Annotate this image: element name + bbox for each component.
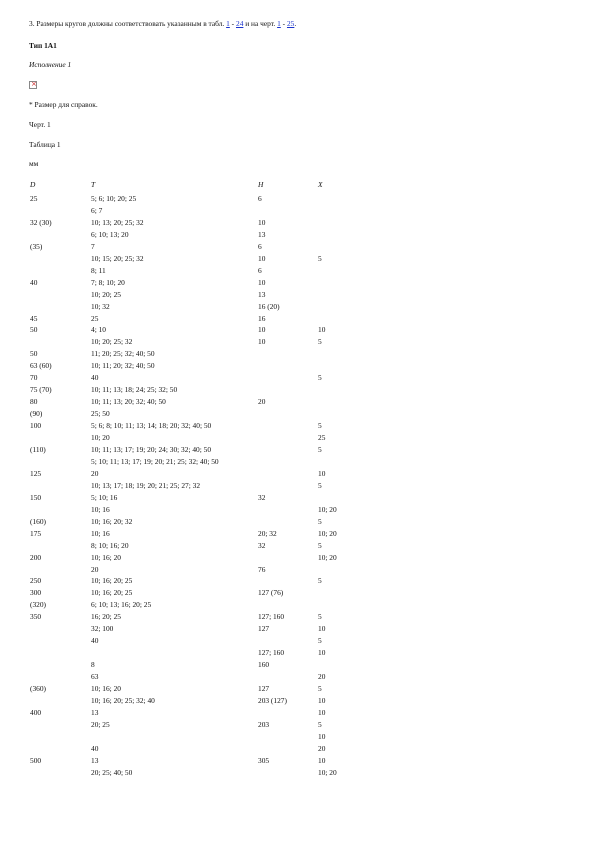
table-cell-t: 20 [91, 564, 99, 574]
table-cell-d: 350 [30, 612, 42, 622]
table-cell-d: (160) [30, 516, 47, 526]
table-cell-t: 40 [91, 636, 99, 646]
table-cell-x: 10; 20 [318, 552, 337, 562]
table-cell-x: 20 [318, 672, 326, 681]
table-cell-h: 127 [258, 684, 270, 693]
table-cell-x: 5 [318, 636, 322, 646]
table-cell-t: 10; 16; 20 [91, 684, 121, 693]
table-1-link[interactable]: 1 [226, 19, 230, 28]
table-cell-d: 100 [30, 421, 42, 430]
table-cell-d: 32 (30) [30, 217, 52, 227]
table-cell-d: 63 (60) [30, 361, 52, 371]
table-cell-d: 500 [30, 755, 42, 765]
table-cell-t: 10; 15; 20; 25; 32 [91, 253, 144, 263]
table-cell-d: 50 [30, 349, 38, 359]
table-caption: Таблица 1 [29, 140, 61, 149]
table-cell-t: 63 [91, 672, 99, 681]
table-cell-t: 40 [91, 743, 99, 753]
table-cell-x: 5 [318, 612, 322, 622]
table-cell-x: 10 [318, 755, 326, 765]
table-cell-x: 10 [318, 731, 326, 741]
units-label: мм [29, 159, 39, 168]
table-cell-t: 8; 10; 16; 20 [91, 540, 129, 550]
table-cell-h: 127 (76) [258, 588, 284, 598]
intro-text-before: 3. Размеры кругов должны соответствовать указанным в табл. [29, 19, 227, 28]
intro-text-mid: и на черт. [243, 19, 278, 28]
table-cell-h: 20 [258, 397, 266, 407]
table-cell-d: 175 [30, 528, 42, 538]
table-cell-t: 10; 11; 13; 20; 32; 40; 50 [91, 397, 166, 407]
table-cell-h: 6 [258, 265, 262, 275]
table-cell-h: 13 [258, 229, 266, 239]
drawing-1-link[interactable]: 1 [277, 19, 281, 28]
table-cell-d: 400 [30, 707, 42, 717]
table-cell-d: (320) [30, 600, 47, 610]
table-cell-h: 160 [258, 660, 270, 669]
table-cell-x: 10; 20 [318, 504, 337, 514]
table-header-d: D [30, 180, 36, 189]
table-cell-h: 10 [258, 253, 266, 263]
table-cell-t: 10; 11; 13; 17; 19; 20; 24; 30; 32; 40; 50 [91, 444, 212, 454]
table-cell-d: 200 [30, 552, 42, 562]
table-cell-t: 5; 10; 16 [91, 492, 118, 502]
table-cell-t: 10; 16; 20; 25 [91, 588, 133, 598]
table-cell-d: (360) [30, 684, 47, 693]
intro-dash-1: - [229, 19, 236, 28]
table-cell-h: 10 [258, 337, 266, 347]
table-24-link[interactable]: 24 [236, 19, 244, 28]
drawing-caption: Черт. 1 [29, 120, 51, 129]
table-cell-t: 10; 16; 20; 32 [91, 516, 133, 526]
table-cell-d: 250 [30, 576, 42, 586]
table-cell-t: 10; 16 [91, 504, 110, 514]
table-cell-d: 125 [30, 468, 42, 478]
table-cell-t: 10; 16; 20; 25; 32; 40 [91, 695, 155, 705]
table-cell-d: 300 [30, 588, 42, 598]
table-cell-h: 6 [258, 241, 262, 251]
table-cell-d: 150 [30, 492, 42, 502]
table-cell-t: 10; 20; 25; 32 [91, 337, 133, 347]
table-cell-x: 5 [318, 253, 322, 263]
table-cell-t: 7; 8; 10; 20 [91, 277, 125, 287]
table-cell-x: 5 [318, 540, 322, 550]
table-cell-x: 10 [318, 624, 326, 634]
table-cell-t: 5; 10; 11; 13; 17; 19; 20; 21; 25; 32; 40; 50 [91, 456, 219, 466]
table-cell-d: (90) [30, 409, 43, 419]
table-cell-t: 10; 16 [91, 528, 110, 538]
table-cell-d: 40 [30, 277, 38, 287]
table-cell-t: 10; 20; 25 [91, 289, 121, 299]
table-cell-h: 10 [258, 277, 266, 287]
table-cell-h: 13 [258, 289, 266, 299]
table-cell-t: 5; 6; 10; 20; 25 [91, 194, 137, 203]
table-cell-t: 10; 13; 20; 25; 32 [91, 217, 144, 227]
table-cell-t: 6; 10; 13; 16; 20; 25 [91, 600, 152, 610]
table-cell-t: 10; 13; 17; 18; 19; 20; 21; 25; 27; 32 [91, 480, 201, 490]
table-cell-h: 32 [258, 540, 266, 550]
table-cell-t: 6; 7 [91, 205, 103, 215]
table-cell-h: 76 [258, 564, 266, 574]
table-cell-x: 10 [318, 695, 326, 705]
table-cell-t: 25 [91, 313, 99, 323]
table-cell-t: 8; 11 [91, 265, 106, 275]
table-cell-t: 4; 10 [91, 325, 106, 335]
table-cell-t: 5; 6; 8; 10; 11; 13; 14; 18; 20; 32; 40; 50 [91, 421, 212, 430]
table-cell-t: 16; 20; 25 [91, 612, 121, 622]
table-cell-h: 16 [258, 313, 266, 323]
table-cell-d: 75 (70) [30, 385, 52, 395]
intro-text-end: . [294, 19, 297, 28]
table-cell-t: 20; 25; 40; 50 [91, 767, 133, 777]
table-cell-h: 203 (127) [258, 695, 287, 705]
table-cell-d: 25 [30, 194, 38, 203]
table-cell-d: (110) [30, 444, 46, 454]
table-cell-h: 127; 160 [258, 612, 285, 622]
table-cell-x: 5 [318, 421, 322, 430]
table-cell-x: 10 [318, 707, 326, 717]
table-cell-h: 127; 160 [258, 648, 285, 658]
table-cell-x: 5 [318, 576, 322, 586]
table-cell-x: 10 [318, 468, 326, 478]
table-cell-t: 40 [91, 373, 99, 383]
table-cell-x: 25 [318, 433, 326, 442]
table-cell-x: 20 [318, 743, 326, 753]
table-cell-t: 7 [91, 241, 95, 251]
table-cell-t: 6; 10; 13; 20 [91, 229, 129, 239]
footnote: * Размер для справок. [29, 100, 98, 109]
table-cell-t: 10; 16; 20 [91, 552, 121, 562]
table-cell-d: 70 [30, 373, 38, 383]
table-cell-x: 5 [318, 719, 322, 729]
table-cell-h: 20; 32 [258, 528, 277, 538]
execution-label: Исполнение 1 [29, 60, 72, 69]
table-cell-h: 10 [258, 217, 266, 227]
table-cell-x: 10 [318, 648, 326, 658]
table-cell-x: 5 [318, 337, 322, 347]
table-cell-t: 20 [91, 468, 99, 478]
table-cell-t: 20; 25 [91, 719, 110, 729]
table-cell-x: 10; 20 [318, 528, 337, 538]
table-cell-x: 5 [318, 516, 322, 526]
table-cell-x: 5 [318, 480, 322, 490]
table-cell-t: 13 [91, 755, 99, 765]
table-cell-h: 6 [258, 194, 262, 203]
table-cell-t: 10; 20 [91, 433, 110, 442]
table-cell-t: 32; 100 [91, 624, 114, 634]
table-cell-h: 32 [258, 492, 266, 502]
table-cell-x: 5 [318, 373, 322, 383]
table-cell-x: 10; 20 [318, 767, 337, 777]
table-cell-h: 305 [258, 755, 270, 765]
table-cell-t: 10; 11; 13; 18; 24; 25; 32; 50 [91, 385, 178, 395]
table-cell-h: 203 [258, 719, 270, 729]
table-header-x: X [318, 180, 323, 189]
table-cell-t: 25; 50 [91, 409, 110, 419]
drawing-25-link[interactable]: 25 [286, 19, 295, 28]
table-header-t: T [91, 180, 96, 189]
table-cell-h: 10 [258, 325, 266, 335]
table-cell-d: (35) [30, 241, 43, 251]
table-cell-t: 10; 32 [91, 301, 110, 311]
table-cell-t: 10; 11; 20; 32; 40; 50 [91, 361, 155, 371]
type-heading: Тип 1A1 [29, 41, 57, 50]
table-cell-h: 127 [258, 624, 270, 634]
table-cell-d: 50 [30, 325, 38, 335]
table-cell-d: 45 [30, 313, 38, 323]
table-cell-t: 13 [91, 707, 99, 717]
table-cell-t: 8 [91, 660, 95, 669]
table-cell-t: 10; 16; 20; 25 [91, 576, 133, 586]
table-cell-d: 80 [30, 397, 38, 407]
table-cell-t: 11; 20; 25; 32; 40; 50 [91, 349, 155, 359]
table-cell-h: 16 (20) [258, 301, 280, 311]
table-header-h: H [258, 180, 264, 189]
table-cell-x: 5 [318, 684, 322, 693]
table-cell-x: 10 [318, 325, 326, 335]
table-cell-x: 5 [318, 444, 322, 454]
intro-dash-2: - [280, 19, 287, 28]
